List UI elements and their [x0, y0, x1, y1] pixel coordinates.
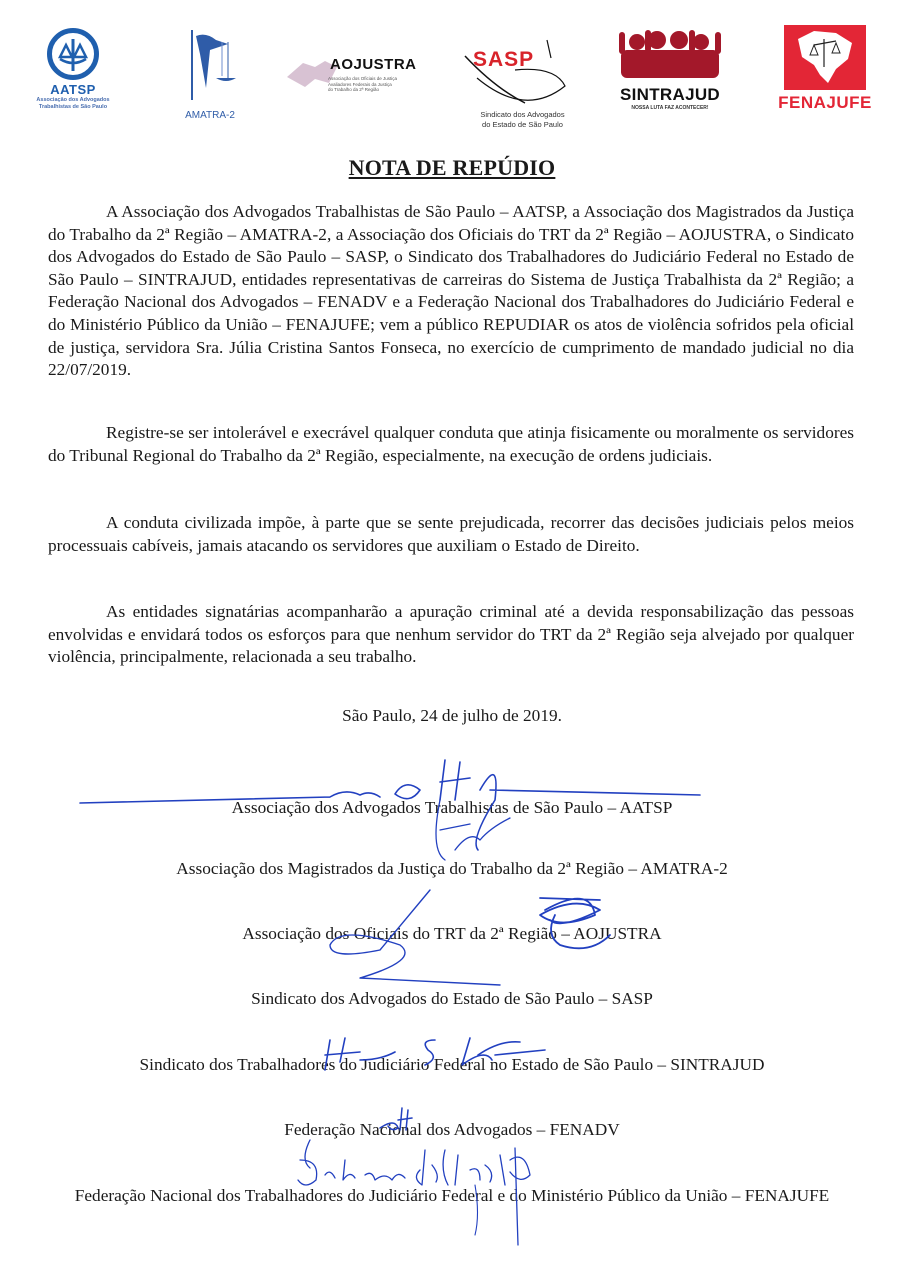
- body-paragraph: [48, 422, 854, 467]
- signatory-fenadv: Federação Nacional dos Advogados – FENADV: [284, 1120, 620, 1139]
- sintrajud-logo-slogan: NOSSA LUTA FAZ ACONTECER!: [631, 105, 709, 111]
- paragraph-text: Registre-se ser intolerável e execrável qualquer conduta que atinja fisicamente ou moralmente os servidores do Tribunal Regional do Trabalho da 2ª Região, especialmente, na execução de ordens judiciais.: [48, 423, 854, 465]
- fenajufe-logo: [770, 25, 880, 120]
- paragraph-text: A Associação dos Advogados Trabalhistas de São Paulo – AATSP, a Associação dos Magistrados da Justiça do Trabalho da 2ª Região – AMATRA-2, a Associação dos Oficiais do TRT da 2ª Região – AOJUSTRA, o Sindicato dos Advogados do Estado de São Paulo – SASP, o Sindicato dos Trabalhadores do Judiciário Federal no Estado de São Paulo – SINTRAJUD, entidades representativas de carreiras do Sistema de Justiça Trabalhista da 2ª Região; a Federação Nacional dos Advogados – FENADV e a Federação Nacional dos Trabalhadores do Judiciário Federal e do Ministério Público da União – FENAJUFE; vem a público REPUDIAR os atos de violência sofridos pela oficial de justiça, servidora Sra. Júlia Cristina Santos Fonseca, no exercício de cumprimento de mandado judicial no dia 22/07/2019.: [48, 202, 854, 380]
- aatsp-logo-name: AATSP: [50, 82, 96, 97]
- sasp-logo-name: SASP: [473, 48, 535, 71]
- aojustra-subtitle-line: do Trabalho da 2ª Região: [328, 87, 379, 92]
- aojustra-subtitle-line: Associação dos Oficiais de Justiça: [328, 76, 398, 81]
- sasp-logo-subtitle: [455, 110, 590, 130]
- aojustra-logo-subtitle: [328, 76, 428, 93]
- brazil-map-icon: [784, 25, 866, 90]
- logo-header: [0, 0, 904, 135]
- date-line: São Paulo, 24 de julho de 2019.: [342, 706, 562, 725]
- amatra-logo-name: AMATRA-2: [185, 110, 235, 121]
- fenajufe-logo-name: FENAJUFE: [778, 93, 872, 112]
- aojustra-logo: [285, 50, 435, 100]
- aatsp-logo: [28, 28, 118, 123]
- body-paragraph: [48, 512, 854, 557]
- signatory-amatra: Associação dos Magistrados da Justiça do Trabalho da 2ª Região – AMATRA-2: [176, 859, 728, 878]
- aatsp-subtitle-line: Associação dos Advogados: [36, 97, 110, 103]
- amatra-logo: [170, 28, 250, 123]
- signatory-sasp: Sindicato dos Advogados do Estado de São Paulo – SASP: [251, 989, 653, 1008]
- scales-of-justice-icon: [47, 28, 99, 80]
- body-paragraph: [48, 201, 854, 382]
- signatory-fenajufe: Federação Nacional dos Trabalhadores do Judiciário Federal e do Ministério Público da União – FENAJUFE: [74, 1186, 830, 1205]
- aatsp-subtitle-line: Trabalhistas de São Paulo: [38, 104, 108, 110]
- sasp-subtitle-line: Sindicato dos Advogados: [480, 110, 565, 119]
- body-paragraph: [48, 601, 854, 669]
- signatory-aojustra: Associação dos Oficiais do TRT da 2ª Região – AOJUSTRA: [242, 924, 662, 943]
- signatory-sintrajud: Sindicato dos Trabalhadores do Judiciário Federal no Estado de São Paulo – SINTRAJUD: [139, 1055, 765, 1074]
- aojustra-logo-name: AOJUSTRA: [330, 56, 417, 73]
- aojustra-subtitle-line: Avaliadores Federais da Justiça: [328, 81, 392, 87]
- raised-fists-crowd-icon: [615, 30, 725, 78]
- signatory-aatsp: Associação dos Advogados Trabalhistas de São Paulo – AATSP: [231, 798, 673, 817]
- paragraph-text: As entidades signatárias acompanharão a apuração criminal até a devida responsabilização das pessoas envolvidas e envidará todos os esforços para que nenhum servidor do TRT da 2ª Região seja alvejado por qualquer violência, principalmente, relacionada a seu trabalho.: [48, 602, 854, 667]
- paragraph-text: A conduta civilizada impõe, à parte que se sente prejudicada, recorrer das decisões judiciais pelos meios processuais cabíveis, jamais atacando os servidores que auxiliam o Estado de Direito.: [48, 513, 854, 555]
- justice-figure-icon: [170, 28, 250, 103]
- sasp-subtitle-line: do Estado de São Paulo: [482, 120, 563, 129]
- document-title: NOTA DE REPÚDIO: [348, 155, 556, 180]
- sintrajud-logo: [605, 30, 735, 110]
- sintrajud-logo-name: SINTRAJUD: [620, 85, 720, 104]
- aatsp-logo-subtitle: [28, 97, 118, 111]
- sasp-logo: [455, 38, 590, 133]
